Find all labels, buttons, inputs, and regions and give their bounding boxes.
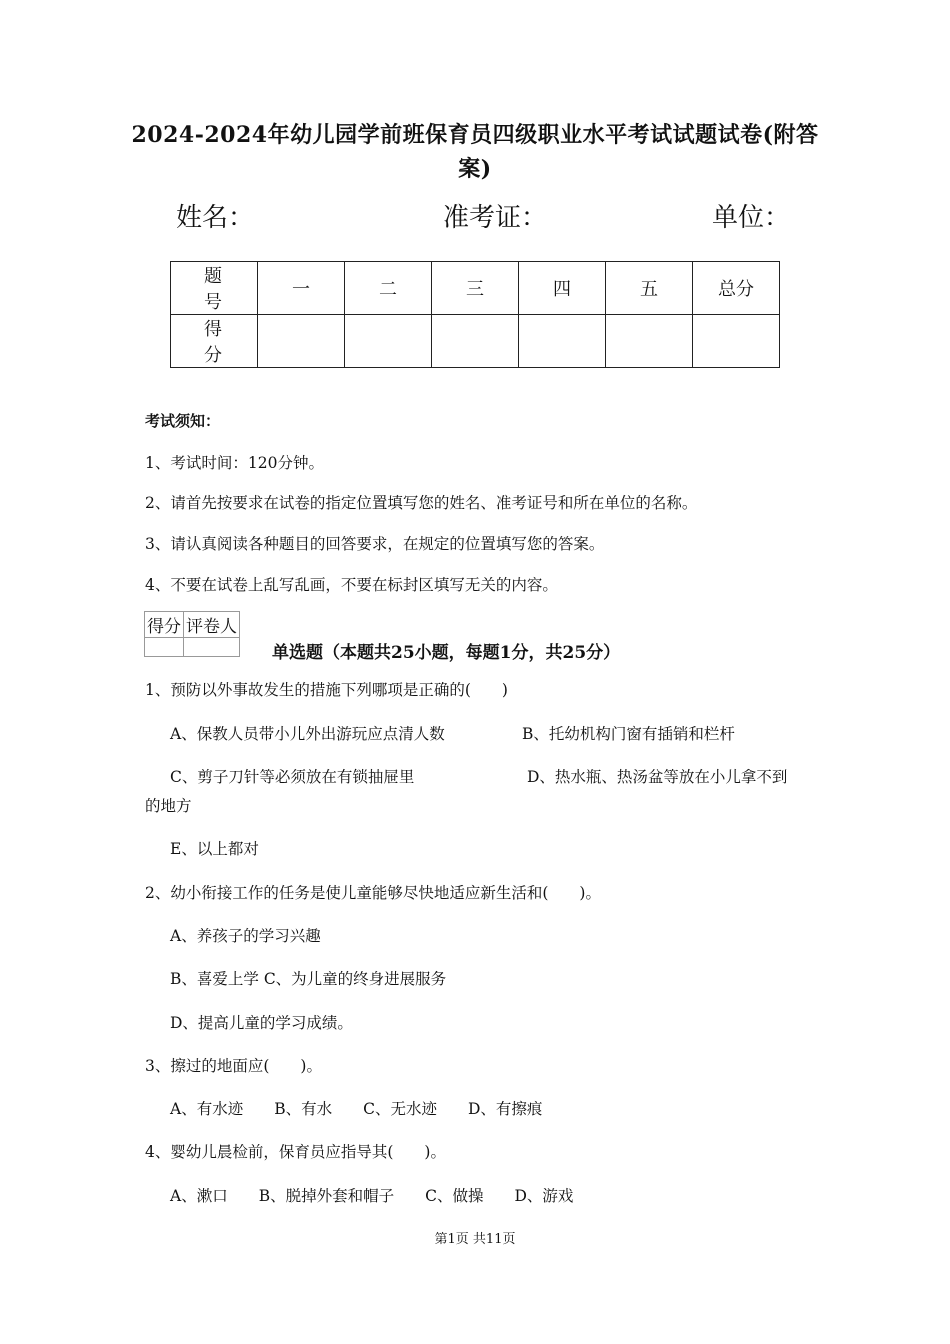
question-1-option-c: C、剪子刀针等必须放在有锁抽屉里 <box>170 768 415 786</box>
document-title <box>120 118 830 186</box>
score-table-header-row <box>171 262 780 315</box>
exam-number-field-label: 准考证： <box>443 203 548 233</box>
question-1-option-d-continued: 的地方 <box>145 797 192 815</box>
section-5-header: 五 <box>606 262 693 315</box>
question-2-stem: 2、幼小衔接工作的任务是使儿童能够尽快地适应新生活和( )。 <box>145 884 601 902</box>
section-1-score-cell[interactable] <box>258 315 345 368</box>
question-2-option-d: D、提高儿童的学习成绩。 <box>170 1014 353 1032</box>
section-4-score-cell[interactable] <box>519 315 606 368</box>
total-score-header: 总分 <box>693 262 780 315</box>
score-label: 得 分 <box>171 315 258 368</box>
section-2-header: 二 <box>345 262 432 315</box>
title-line-1: 2024-2024年幼儿园学前班保育员四级职业水平考试试题试卷(附答 <box>131 122 819 148</box>
section-3-score-cell[interactable] <box>432 315 519 368</box>
section-title: 单选题（本题共25小题，每题1分，共25分） <box>272 643 621 663</box>
grader-name-label: 评卷人 <box>184 612 240 638</box>
question-1-option-d: D、热水瓶、热汤盆等放在小儿拿不到 <box>527 768 788 786</box>
question-1-option-e: E、以上都对 <box>170 840 259 858</box>
question-4-options: A、漱口 B、脱掉外套和帽子 C、做操 D、游戏 <box>170 1187 574 1205</box>
section-1-header: 一 <box>258 262 345 315</box>
total-score-cell[interactable] <box>693 315 780 368</box>
section-2-score-cell[interactable] <box>345 315 432 368</box>
score-table <box>170 261 780 368</box>
question-2-option-a: A、养孩子的学习兴趣 <box>170 927 321 945</box>
page-footer: 第1页 共11页 <box>434 1232 516 1247</box>
note-item-4: 4、不要在试卷上乱写乱画，不要在标封区填写无关的内容。 <box>145 576 558 594</box>
question-number-label: 题 号 <box>171 262 258 315</box>
question-2-option-bc: B、喜爱上学 C、为儿童的终身进展服务 <box>170 970 447 988</box>
note-item-3: 3、请认真阅读各种题目的回答要求，在规定的位置填写您的答案。 <box>145 535 605 553</box>
grader-score-cell[interactable] <box>145 638 184 657</box>
question-1-option-a: A、保教人员带小儿外出游玩应点清人数 <box>170 725 445 743</box>
question-3-stem: 3、擦过的地面应( )。 <box>145 1057 322 1075</box>
question-1-stem: 1、预防以外事故发生的措施下列哪项是正确的( ) <box>145 681 508 699</box>
unit-field-label: 单位： <box>712 203 791 233</box>
grader-score-label: 得分 <box>145 612 184 638</box>
question-4-stem: 4、婴幼儿晨检前，保育员应指导其( )。 <box>145 1143 446 1161</box>
section-5-score-cell[interactable] <box>606 315 693 368</box>
score-table-score-row <box>171 315 780 368</box>
note-item-1: 1、考试时间：120分钟。 <box>145 454 324 472</box>
grader-box <box>144 611 240 657</box>
name-field-label: 姓名： <box>176 203 255 233</box>
title-line-2: 案) <box>458 156 492 182</box>
question-3-options: A、有水迹 B、有水 C、无水迹 D、有擦痕 <box>170 1100 543 1118</box>
section-4-header: 四 <box>519 262 606 315</box>
grader-name-cell[interactable] <box>184 638 240 657</box>
note-item-2: 2、请首先按要求在试卷的指定位置填写您的姓名、准考证号和所在单位的名称。 <box>145 494 698 512</box>
notes-title: 考试须知： <box>145 412 221 430</box>
section-3-header: 三 <box>432 262 519 315</box>
question-1-option-b: B、托幼机构门窗有插销和栏杆 <box>522 725 735 743</box>
